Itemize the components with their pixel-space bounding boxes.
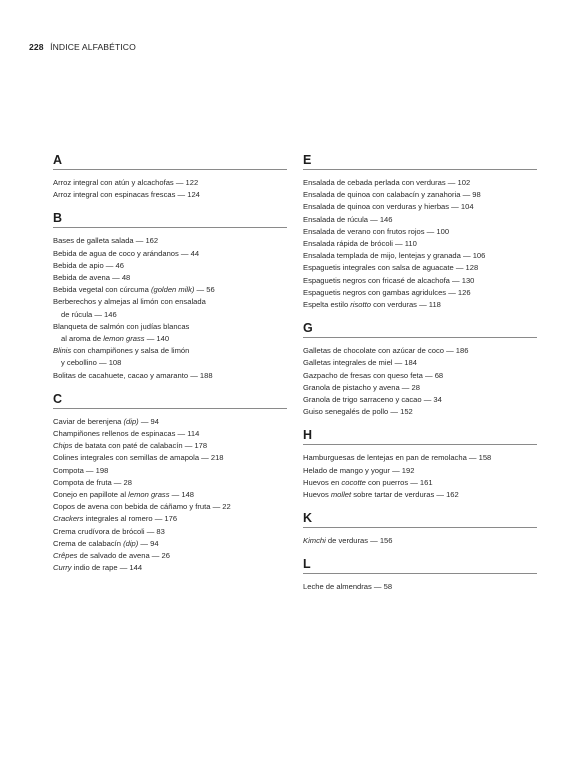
entry-text: Copos de avena con bebida de cáñamo y fruta — 22 (53, 502, 231, 512)
entry-text: Gazpacho de fresas con queso feta — 68 (303, 370, 444, 380)
page-header (29, 42, 136, 52)
entry-text: de batata con paté de calabacín — 178 (72, 441, 208, 451)
entry-text: sobre tartar de verduras — 162 (351, 490, 459, 500)
section-letter: E (303, 152, 537, 170)
section-letter: G (303, 320, 537, 338)
entry-text: Espaguetis negros con gambas agridulces — 126 (303, 287, 471, 297)
page-number: 228 (29, 42, 44, 52)
index-entry (303, 262, 537, 274)
index-entry (303, 189, 537, 201)
entry-text: al aroma de (61, 334, 104, 344)
entry-text-italic: Curry (53, 563, 72, 573)
index-entry (53, 189, 287, 201)
entry-text: integrales al romero — 176 (83, 514, 178, 524)
entry-text: Espaguetis integrales con salsa de aguacate — 128 (303, 263, 479, 273)
entry-text: de salvado de avena — 26 (77, 551, 170, 561)
entry-text-italic: lemon grass (128, 490, 170, 500)
index-section-h (303, 427, 537, 501)
index-entry (303, 370, 537, 382)
index-entry (53, 345, 287, 369)
index-entry (303, 177, 537, 189)
entry-text: — 148 (169, 490, 195, 500)
index-entry (53, 235, 287, 247)
entry-text: Ensalada de rúcula — 146 (303, 214, 393, 224)
entry-list (303, 177, 537, 311)
entry-text: Granola de trigo sarraceno y cacao — 34 (303, 395, 442, 405)
entry-text: de verduras — 156 (325, 536, 393, 546)
entry-text: Bebida de avena — 48 (53, 273, 131, 283)
index-column-right (303, 152, 537, 594)
entry-text: Champiñones rellenos de espinacas — 114 (53, 429, 200, 439)
index-entry (53, 477, 287, 489)
entry-text: Espaguetis negros con fricasé de alcachofa — 130 (303, 275, 475, 285)
index-entry (303, 581, 537, 593)
entry-text: Berberechos y almejas al limón con ensalada (53, 297, 206, 307)
index-entry (53, 526, 287, 538)
entry-text: Galletas integrales de miel — 184 (303, 358, 417, 368)
index-entry (53, 550, 287, 562)
entry-text: Bebida de apio — 46 (53, 260, 124, 270)
entry-text: Ensalada de quinoa con calabacín y zanahoria — 98 (303, 190, 481, 200)
entry-text: Bebida vegetal con cúrcuma (53, 285, 151, 295)
entry-text: con champiñones y salsa de limón (71, 346, 190, 356)
entry-text: Ensalada templada de mijo, lentejas y granada — 106 (303, 251, 486, 261)
index-entry (53, 428, 287, 440)
entry-text: Leche de almendras — 58 (303, 582, 393, 592)
entry-list (53, 177, 287, 201)
index-entry (303, 299, 537, 311)
entry-text-italic: mollet (330, 490, 352, 500)
index-entry (53, 260, 287, 272)
entry-text: Galletas de chocolate con azúcar de coco — 186 (303, 346, 469, 356)
index-entry (53, 501, 287, 513)
entry-text-italic: risotto (350, 300, 371, 310)
entry-list (303, 345, 537, 418)
entry-text: — 94 (138, 416, 159, 426)
index-section-g (303, 320, 537, 418)
entry-text-italic: (dip) (123, 416, 139, 426)
entry-text-italic: Kimchi (303, 536, 326, 546)
entry-list (53, 416, 287, 575)
entry-text: — 56 (194, 285, 215, 295)
entry-text: Hamburguesas de lentejas en pan de remolacha — 158 (303, 453, 492, 463)
index-entry (303, 382, 537, 394)
entry-text: Blanqueta de salmón con judías blancas (53, 321, 190, 331)
index-entry (53, 177, 287, 189)
index-entry (53, 513, 287, 525)
index-entry (303, 250, 537, 262)
entry-text-italic: Chips (53, 441, 73, 451)
index-column-left (53, 152, 287, 574)
entry-text: Ensalada de quinoa con verduras y hierbas — 104 (303, 202, 474, 212)
section-letter: B (53, 210, 287, 228)
entry-text: Huevos en (303, 477, 342, 487)
entry-text: Huevos (303, 490, 331, 500)
entry-text: de rúcula — 146 (61, 309, 117, 319)
index-section-c (53, 391, 287, 575)
entry-text-italic: (dip) (123, 538, 139, 548)
entry-text: Guiso senegalés de pollo — 152 (303, 407, 413, 417)
entry-text-italic: Blinis (53, 346, 72, 356)
entry-text: Caviar de berenjena (53, 416, 124, 426)
index-entry (53, 538, 287, 550)
section-letter: H (303, 427, 537, 445)
index-entry (53, 489, 287, 501)
entry-text: Espelta estilo (303, 300, 351, 310)
entry-list (303, 535, 537, 547)
section-letter: K (303, 510, 537, 528)
index-entry (303, 489, 537, 501)
entry-text-italic: lemon grass (103, 334, 145, 344)
entry-continuation (53, 309, 287, 321)
index-entry (53, 321, 287, 345)
index-entry (53, 370, 287, 382)
entry-text: Helado de mango y yogur — 192 (303, 465, 415, 475)
entry-text: Arroz integral con espinacas frescas — 124 (53, 190, 200, 200)
index-entry (53, 452, 287, 464)
entry-text: Bolitas de cacahuete, cacao y amaranto — 188 (53, 370, 213, 380)
entry-text: — 140 (144, 334, 170, 344)
index-entry (53, 248, 287, 260)
entry-text: Ensalada de cebada perlada con verduras — 102 (303, 178, 471, 187)
entry-text: Crema crudívora de brócoli — 83 (53, 526, 165, 536)
entry-list (53, 235, 287, 381)
index-entry (53, 416, 287, 428)
entry-text-italic: (golden milk) (150, 285, 195, 295)
index-entry (303, 406, 537, 418)
entry-text: Granola de pistacho y avena — 28 (303, 382, 420, 392)
entry-text: Conejo en papillote al (53, 490, 129, 500)
index-entry (53, 284, 287, 296)
entry-text-italic: Crêpes (53, 551, 78, 561)
index-entry (303, 226, 537, 238)
entry-text: Compota de fruta — 28 (53, 477, 132, 487)
index-entry (53, 562, 287, 574)
index-entry (53, 440, 287, 452)
entry-text-italic: Crackers (53, 514, 84, 524)
entry-text: con verduras — 118 (370, 300, 441, 310)
index-entry (303, 465, 537, 477)
index-section-b (53, 210, 287, 381)
index-entry (303, 452, 537, 464)
index-entry (53, 465, 287, 477)
index-section-a (53, 152, 287, 201)
entry-text: Bebida de agua de coco y arándanos — 44 (53, 248, 200, 258)
index-entry (303, 214, 537, 226)
entry-list (303, 581, 537, 593)
section-letter: C (53, 391, 287, 409)
index-entry (303, 394, 537, 406)
index-entry (303, 275, 537, 287)
entry-text: Colines integrales con semillas de amapola — 218 (53, 453, 224, 463)
index-entry (303, 238, 537, 250)
section-letter: L (303, 556, 537, 574)
entry-text: Ensalada de verano con frutos rojos — 100 (303, 226, 450, 236)
index-entry (303, 345, 537, 357)
index-section-k (303, 510, 537, 547)
entry-text: con puerros — 161 (365, 477, 433, 487)
index-entry (303, 477, 537, 489)
entry-text: Crema de calabacín (53, 538, 124, 548)
index-entry (303, 287, 537, 299)
entry-text: — 94 (138, 538, 159, 548)
entry-text: Compota — 198 (53, 465, 109, 475)
entry-text: Arroz integral con atún y alcachofas — 122 (53, 178, 199, 187)
index-entry (53, 272, 287, 284)
section-letter: A (53, 152, 287, 170)
entry-text: indio de rape — 144 (71, 563, 143, 573)
entry-text: Bases de galleta salada — 162 (53, 236, 159, 246)
entry-text: Ensalada rápida de brócoli — 110 (303, 239, 417, 249)
index-entry (303, 535, 537, 547)
entry-text: y cebollino — 108 (61, 358, 122, 368)
entry-list (303, 452, 537, 501)
page-title: ÍNDICE ALFABÉTICO (50, 42, 136, 52)
index-entry (303, 201, 537, 213)
entry-text-italic: cocotte (341, 477, 366, 487)
index-entry (53, 296, 287, 320)
entry-continuation (53, 357, 287, 369)
index-section-e (303, 152, 537, 311)
index-section-l (303, 556, 537, 593)
index-entry (303, 357, 537, 369)
entry-continuation (53, 333, 287, 345)
